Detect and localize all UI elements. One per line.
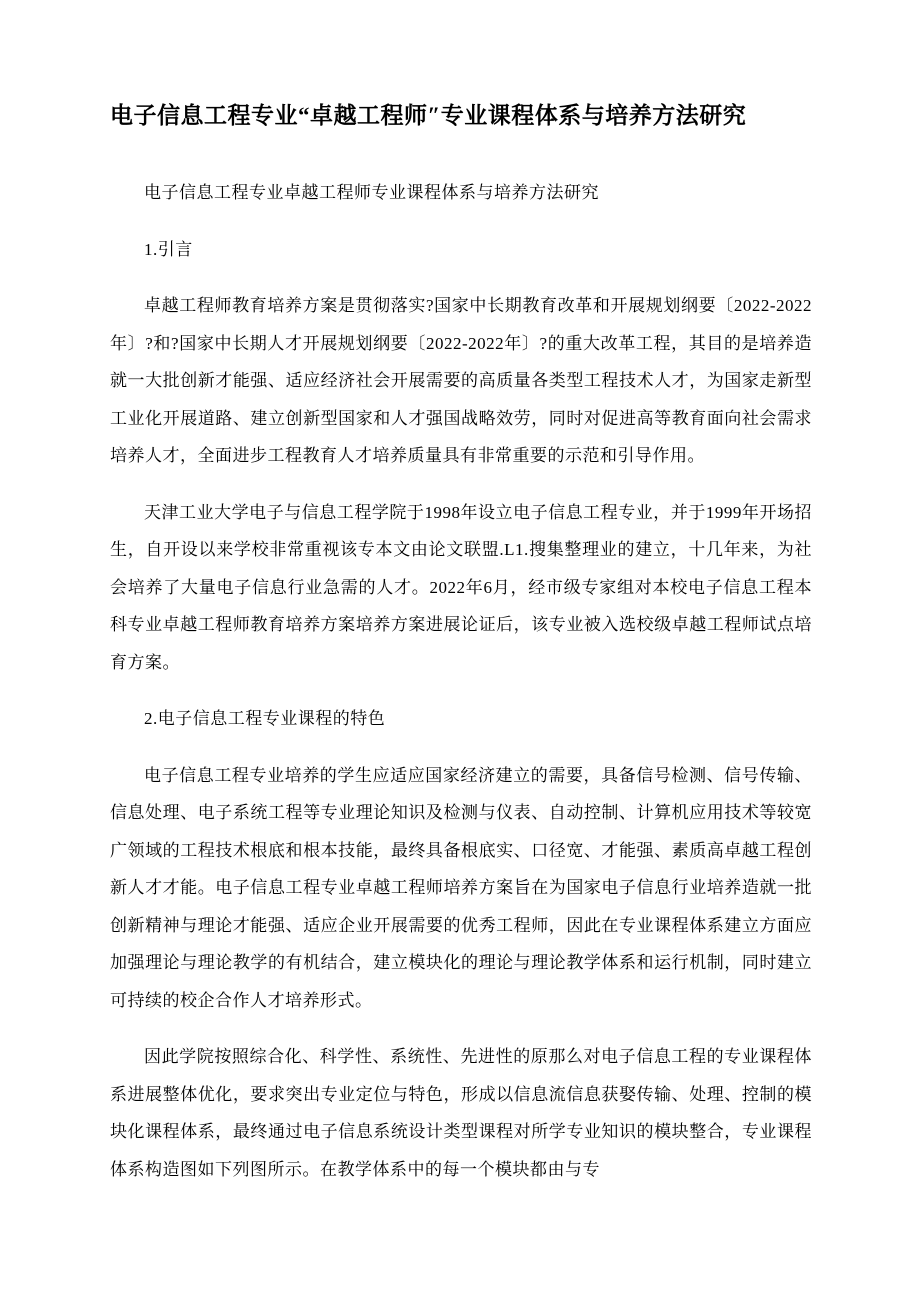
section-heading-curriculum-features: 2.电子信息工程专业课程的特色 — [144, 709, 386, 728]
section-heading-introduction: 1.引言 — [144, 239, 193, 259]
paragraph-curriculum-body: 电子信息工程专业培养的学生应适应国家经济建立的需要，具备信号检测、信号传输、信息处理、电子系统工程等专业理论知识及检测与仪表、自动控制、计算机应用技术等较宽广领域的工程技术根底和根本技能，最终具备根底实、口径宽、才能强、素质高卓越工程创新人才才能。电子信息工程专业卓越工程师培养方案旨在为国家电子信息行业培养造就一批创新精神与理论才能强、适应企业开展需要的优秀工程师，因此在专业课程体系建立方面应加强理论与理论教学的有机结合，建立模块化的理论与理论教学体系和运行机制，同时建立可持续的校企合作人才培养形式。 — [110, 765, 812, 1010]
document-title: 电子信息工程专业“卓越工程师″专业课程体系与培养方法研究 — [110, 103, 747, 128]
paragraph-intro-body: 卓越工程师教育培养方案是贯彻落实?国家中长期教育改革和开展规划纲要〔2022-2022年〕?和?国家中长期人才开展规划纲要〔2022-2022年〕?的重大改革工程，其目的是培养造就一大批创新才能强、适应经济社会开展需要的高质量各类型工程技术人才，为国家走新型工业化开展道路、建立创新型国家和人才强国战略效劳，同时对促进高等教育面向社会需求培养人才，全面进步工程教育人才培养质量具有非常重要的示范和引导作用。 — [110, 296, 812, 465]
paragraph-module-system: 因此学院按照综合化、科学性、系统性、先进性的原那么对电子信息工程的专业课程体系进展整体优化，要求突出专业定位与特色，形成以信息流信息获娶传输、处理、控制的模块化课程体系，最终通过电子信息系统设计类型课程对所学专业知识的模块整合，专业课程体系构造图如下列图所示。在教学体系中的每一个模块都由与专 — [110, 1047, 812, 1179]
paragraph-subtitle: 电子信息工程专业卓越工程师专业课程体系与培养方法研究 — [144, 183, 599, 202]
paragraph-history: 天津工业大学电子与信息工程学院于1998年设立电子信息工程专业，并于1999年开场招生，自开设以来学校非常重视该专本文由论文联盟.L1.搜集整理业的建立，十几年来，为社会培养了大量电子信息行业急需的人才。2022年6月，经市级专家组对本校电子信息工程本科专业卓越工程师教育培养方案培养方案进展论证后，该专业被入选校级卓越工程师试点培育方案。 — [110, 502, 812, 672]
